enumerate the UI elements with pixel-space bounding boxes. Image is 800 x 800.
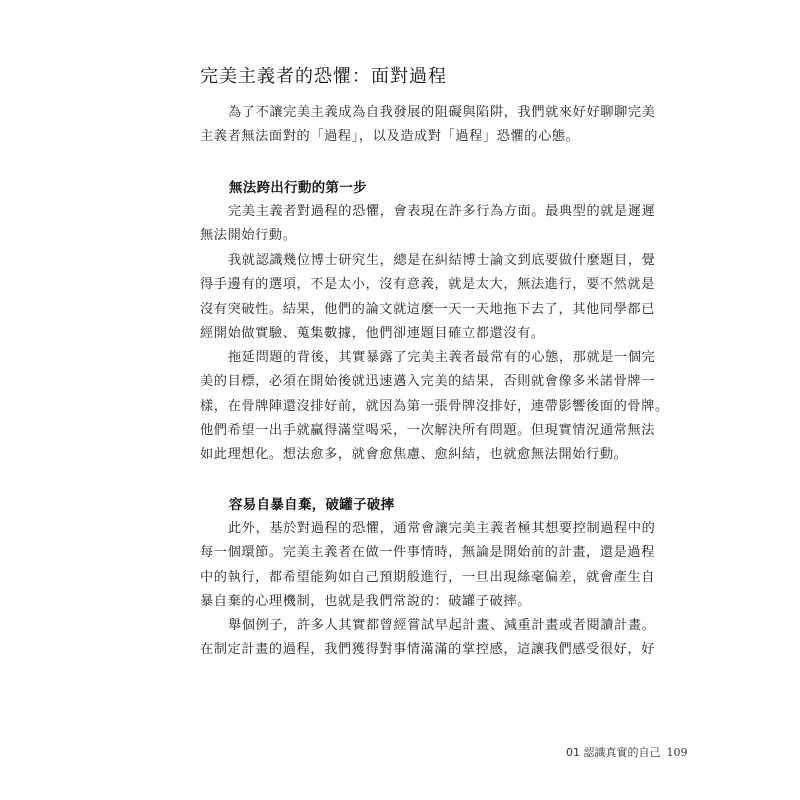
chapter-title: 完美主義者的恐懼：面對過程 [200, 66, 447, 87]
intro-paragraph [200, 101, 656, 150]
text-line: 我就認識幾位博士研究生，總是在糾結博士論文到底要做什麼題目，覺 [228, 253, 656, 268]
section1-paragraph-2 [200, 249, 656, 346]
text-line: 樣，在骨牌陣還沒排好前，就因為第一張骨牌沒排好，連帶影響後面的骨牌。 [200, 398, 669, 414]
text-line: 拖延問題的背後，其實暴露了完美主義者最常有的心態，那就是一個完 [228, 350, 656, 365]
text-line: 舉個例子，許多人其實都曾經嘗試早起計畫、減重計畫或者閱讀計畫。 [228, 618, 656, 633]
text-line: 主義者無法面對的「過程」，以及造成對「過程」恐懼的心態。 [200, 129, 580, 145]
text-line: 沒有突破性。結果，他們的論文就這麼一天一天地拖下去了，其他同學都已 [200, 301, 655, 317]
running-chapter-title: 01 認識真實的自己 [566, 746, 661, 759]
section-heading-2: 容易自暴自棄，破罐子破摔 [229, 498, 395, 513]
page-footer [566, 744, 688, 760]
text-line: 完美主義者對過程的恐懼，會表現在許多行為方面。最典型的就是遲遲 [228, 204, 656, 219]
page-number: 109 [666, 746, 688, 759]
section2-paragraph-1 [200, 517, 656, 614]
section2-paragraph-2 [200, 614, 656, 663]
section-heading-1: 無法跨出行動的第一步 [229, 181, 367, 196]
text-line: 他們希望一出手就贏得滿堂喝采，一次解決所有問題。但現實情況通常無法 [200, 422, 655, 438]
text-line: 無法開始行動。 [200, 228, 297, 244]
text-line: 得手邊有的選項，不是太小，沒有意義，就是太大，無法進行，要不然就是 [200, 277, 655, 293]
section1-paragraph-1 [200, 200, 656, 249]
text-line: 為了不讓完美主義成為自我發展的阻礙與陷阱，我們就來好好聊聊完美 [228, 105, 656, 120]
text-line: 暴自棄的心理機制，也就是我們常說的：破罐子破摔。 [200, 593, 531, 609]
text-line: 美的目標，必須在開始後就迅速邁入完美的結果，否則就會像多米諾骨牌一 [200, 374, 655, 390]
text-line: 如此理想化。想法愈多，就會愈焦慮、愈糾結，也就愈無法開始行動。 [200, 447, 628, 463]
text-line: 每一個環節。完美主義者在做一件事情時，無論是開始前的計畫，還是過程 [200, 545, 655, 561]
text-line: 此外，基於對過程的恐懼，通常會讓完美主義者極其想要控制過程中的 [228, 521, 656, 536]
text-line: 中的執行，都希望能夠如自己預期般進行，一旦出現絲毫偏差，就會產生自 [200, 569, 655, 585]
text-line: 經開始做實驗、蒐集數據，他們卻連題目確立都還沒有。 [200, 325, 545, 341]
section1-paragraph-3 [200, 346, 669, 467]
text-line: 在制定計畫的過程，我們獲得對事情滿滿的掌控感，這讓我們感受很好，好 [200, 642, 655, 658]
